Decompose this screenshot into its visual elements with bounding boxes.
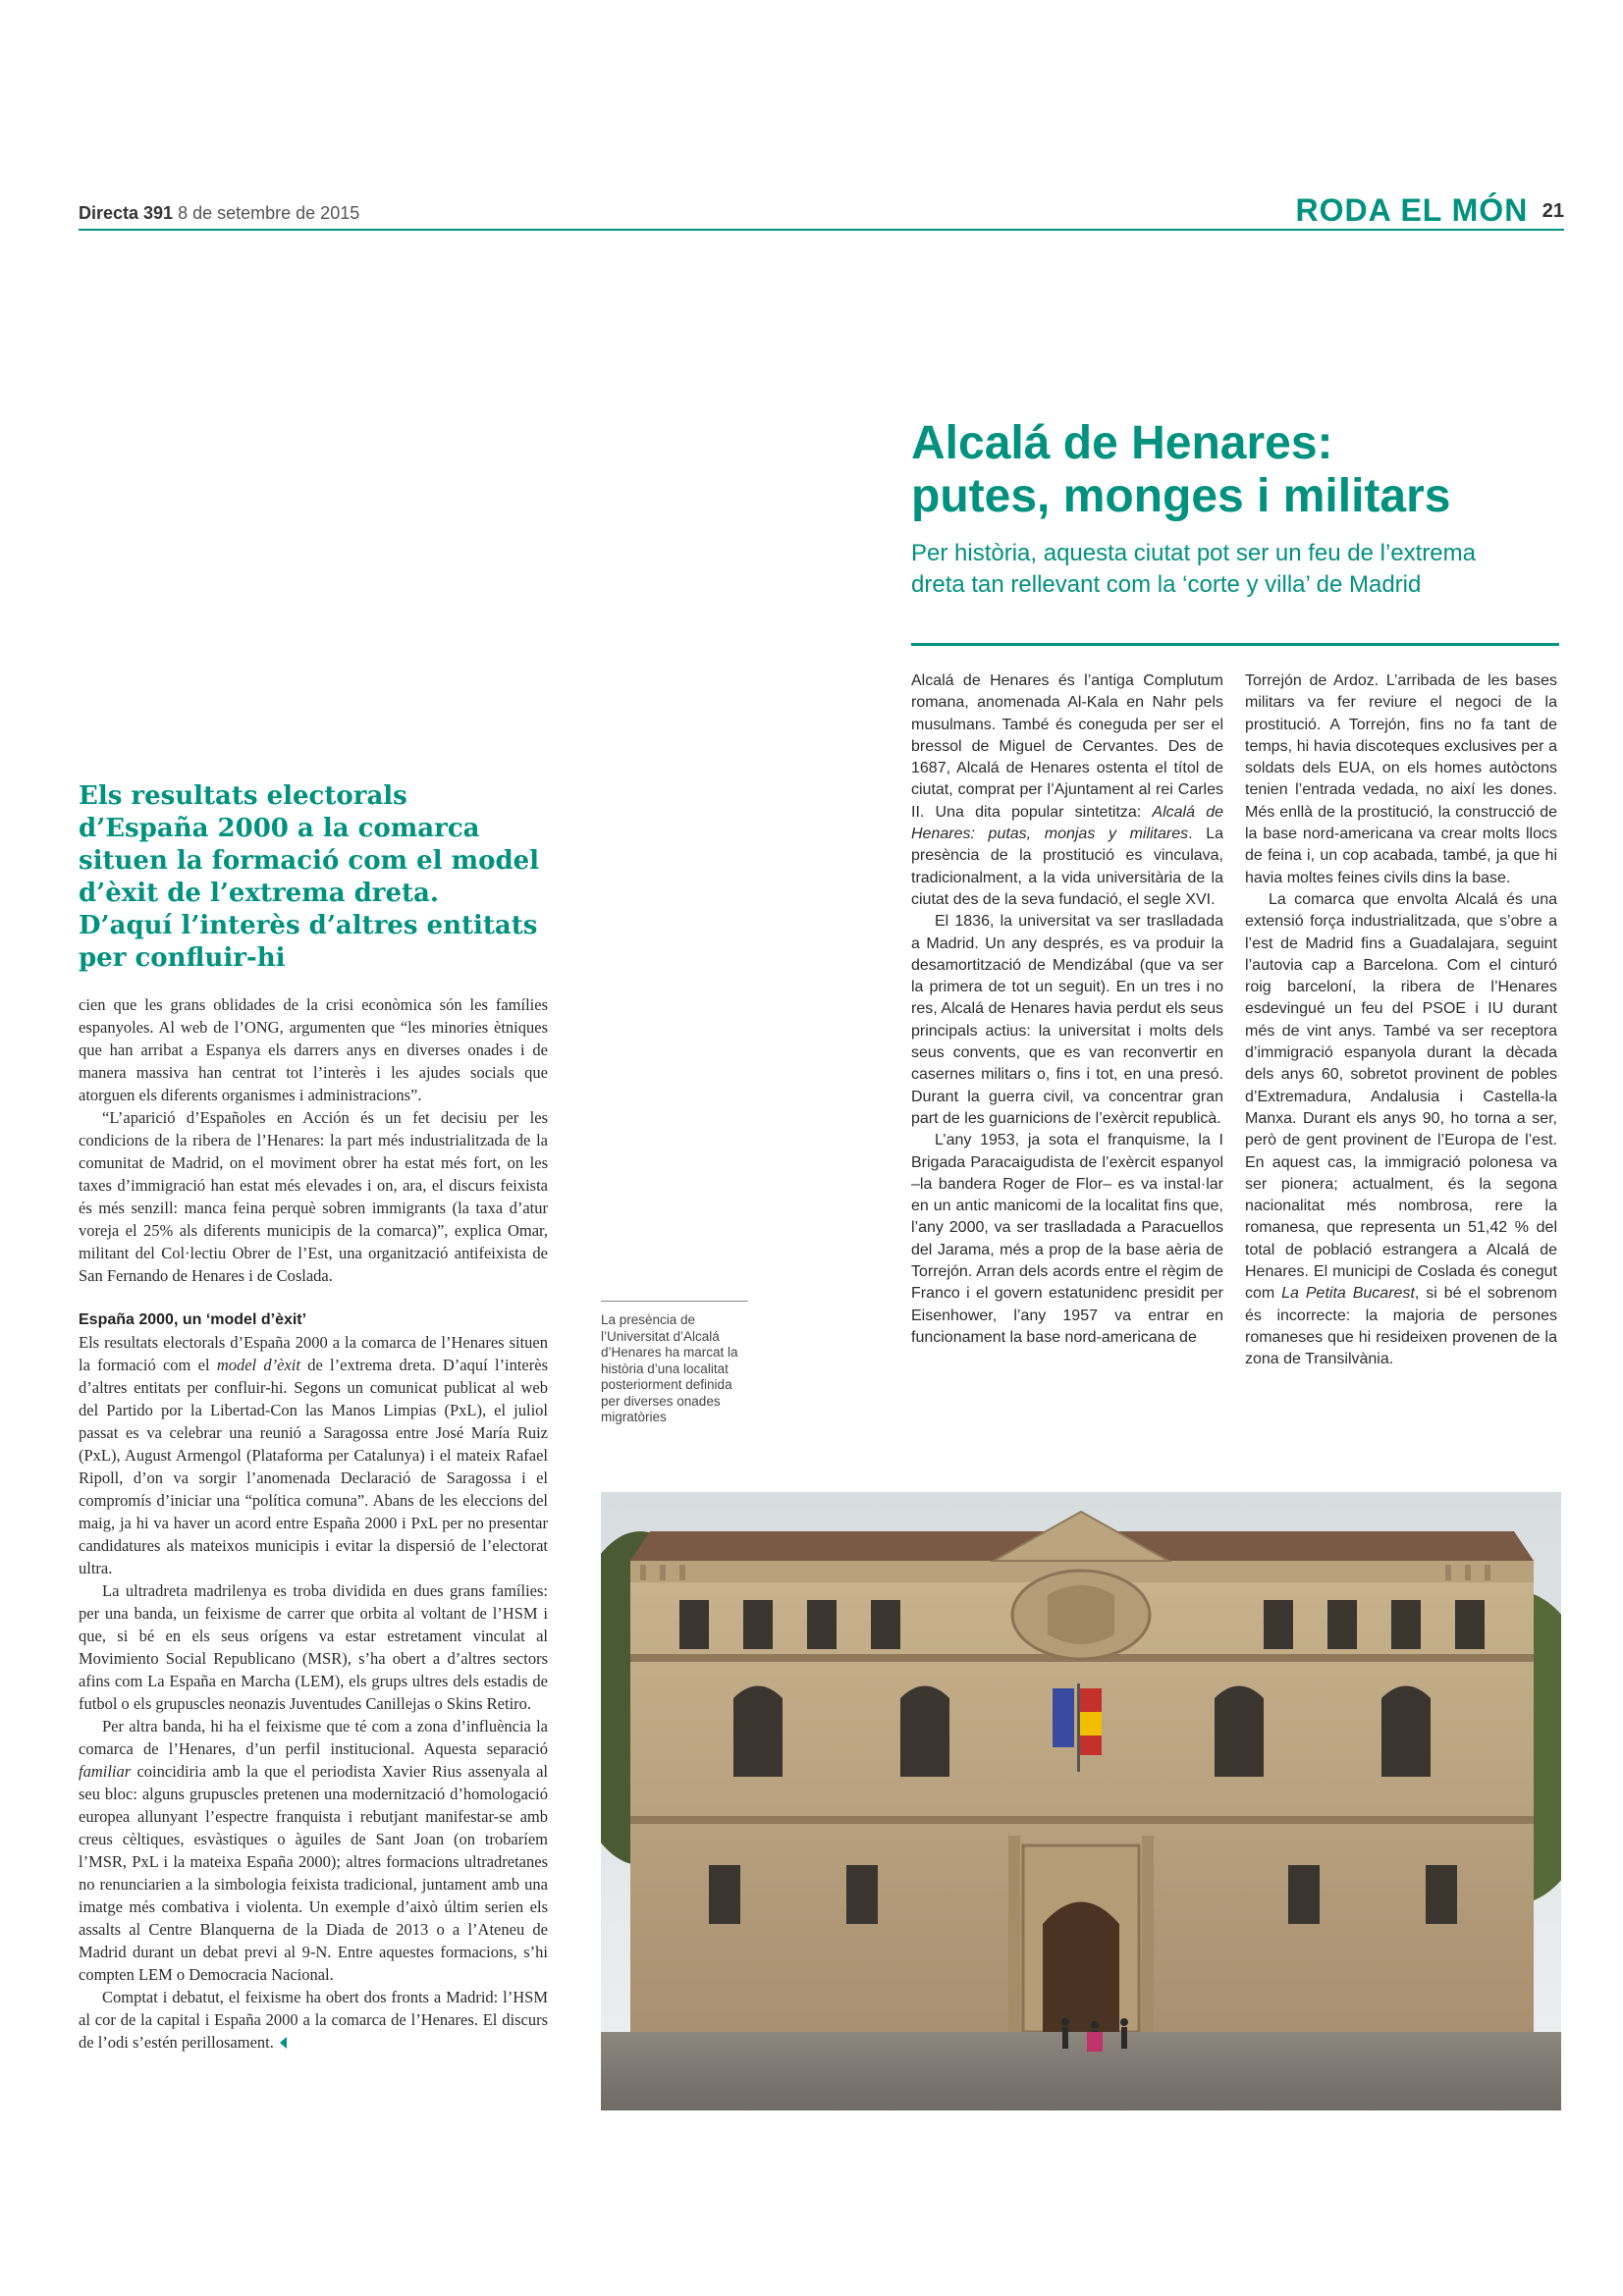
body-paragraph: Comptat i debatut, el feixisme ha obert dos fronts a Madrid: l’HSM al cor de la capital i España 2000 a la comarca de l’Henares. El discurs de l’odi s’estén perillosament. (79, 1988, 548, 2052)
title-divider (911, 643, 1559, 646)
emphasis: model d’èxit (216, 1356, 300, 1374)
body-paragraph: La ultradreta madrilenya es troba dividida en dues grans famílies: per una banda, un feixisme de carrer que orbita al voltant de l’HSM i que, si bé en els seus orígens va estar estretament vinculat al Movimiento Social Republicano (MSR), s’ha obert a d’altres sectors afins com La España en Marcha (LEM), els grups ultres dels estadis de futbol o els grupuscles neonazis Juventudes Canillejas o Skins Retiro. (79, 1581, 548, 1713)
body-paragraph: Per altra banda, hi ha el feixisme que té com a zona d’influència la comarca de l’Henares, d’un perfil institucional. Aquesta separació familiar coincidiria amb la que el periodista Xavier Rius assenyala al seu bloc: alguns grupuscles pretenen una modernització d’homologació europea allunyant l’espectre franquista i rebutjant manifestar-se amb creus cèltiques, esvàstiques o àguiles de Sant Joan (on trobaríem l’MSR, PxL i la mateixa España 2000); altres formacions ultradretanes no renunciarien a la simbologia feixista tradicional, juntament amb una imatge més combativa i violenta. Un exemple d’això últim serien els assalts al Centre Blanquerna de la Diada de 2013 o a l’Ateneu de Madrid durant un debat previ al 9-N. Entre aquestes formacions, s’hi compten LEM o Democracia Nacional. (79, 1717, 548, 1984)
header-divider (79, 229, 1564, 231)
photo-caption: La presència de l’Universitat d’Alcalá d’Henares ha marcat la història d’una localitat posteriorment definida per diverses onades migratòries (601, 1312, 738, 1424)
section-header (1296, 192, 1564, 229)
body-paragraph: Els resultats electorals d’España 2000 a la comarca de l’Henares situen la formació com el model d’èxit de l’extrema dreta. D’aquí l’interès d’altres entitats per confluir-hi. Segons un comunicat publicat al web del Partido por la Libertad-Con las Manos Limpias (PxL), el juliol passat es va celebrar una reunió a Saragossa entre José María Ruiz (PxL), August Armengol (Plataforma per Catalunya) i el mateix Rafael Ripoll, d’on va sorgir l’anomenada Declaració de Saragossa i el compromís d’iniciar una “política comuna”. Abans de les eleccions del maig, ja hi va haver un acord entre España 2000 i PxL per no presentar candidatures als mateixos municipis i evitar la dispersió de l’electorat ultra. (79, 1333, 548, 1577)
page-number: 21 (1542, 200, 1564, 222)
middle-column (911, 670, 1223, 1349)
emphasis: La Petita Bucarest (1281, 1285, 1415, 1303)
section-name: RODA EL MÓN (1295, 192, 1529, 228)
body-paragraph: L’any 1953, ja sota el franquisme, la I Brigada Paracaigudista de l’exèrcit espanyol –la bandera Roger de Flor– es va instal·lar en un antic manicomi de la localitat fins que, l’any 2000, va ser traslladada a Paracuellos del Jarama, més a prop de la base aèria de Torrejón. Arran dels acords entre el règim de Franco i el govern estatunidenc presidit per Eisenhower, l’any 1957 va entrar en funcionament la base nord-americana de (911, 1132, 1223, 1346)
body-paragraph: Torrejón de Ardoz. L’arribada de les bases militars va fer reviure el negoci de la prostitució. A Torrejón, fins no fa tant de temps, hi havia discoteques exclusives per a soldats dels EUA, on els homes autòctons tenien l’entrada vedada, no així les dones. Més enllà de la prostitució, la construcció de la base nord-americana va crear molts llocs de feina i, un cop acabada, també, ja que hi havia moltes feines civils dins la base. (1245, 672, 1557, 886)
headline (911, 417, 1579, 523)
body-paragraph: cien que les grans oblidades de la crisi econòmica són les famílies espanyoles. Al web de l’ONG, argumenten que “les minories ètniques que han arribat a Espanya els darrers anys en diverses onades i de manera massiva han centrat tot l’interès i les ajudes socials que atorguen els diferents organismes i administracions”. (79, 995, 548, 1104)
body-paragraph: La comarca que envolta Alcalá és una extensió força industrialitzada, que s’obre a l’est de Madrid fins a Guadalajara, seguint l’autovia cap a Barcelona. Com el cinturó roig barceloní, la ribera de l’Henares esdevingué un feu del PSOE i IU durant més de vint anys. També va ser receptora d’immigració espanyola durant la dècada dels anys 60, sobretot provinent de pobles d’Extremadura, Andalusia i Castella-la Manxa. Durant els anys 90, ho torna a ser, però de gent provinent de l’Europa de l’est. En aquest cas, la immigració polonesa va ser pionera; actualment, és la segona nacionalitat més nombrosa, rere la romanesa, que representa un 51,42 % del total de població estrangera a Alcalá de Henares. El municipi de Coslada és conegut com La Petita Bucarest, si bé el sobrenom és incorrecte: la majoria de persones romaneses que hi resideixen provenen de la zona de Transilvània. (1245, 890, 1557, 1368)
standfirst-line-2: dreta tan rellevant com la ‘corte y villa’ de Madrid (911, 571, 1422, 598)
standfirst-line-1: Per història, aquesta ciutat pot ser un feu de l’extrema (911, 540, 1476, 566)
publication-info (79, 203, 359, 224)
right-column (1245, 670, 1557, 1371)
body-paragraph: Alcalá de Henares és l’antiga Complutum romana, anomenada Al-Kala en Nahr pels musulmans. També és coneguda per ser el bressol de Miguel de Cervantes. Des de 1687, Alcalá de Henares ostenta el títol de ciutat, comprat per l’Ajuntament al rei Carles II. Una dita popular sintetitza: Alcalá de Henares: putas, monjas y militares. La presència de la prostitució es vinculava, tradicionalment, a la vida universitària de la ciutat des de la seva fundació, el segle XVI. (911, 672, 1224, 908)
body-paragraph: El 1836, la universitat va ser traslladada a Madrid. Un any després, es va produir la desamortització de Mendizábal (que va ser la primera de tot un seguit). En un tres i no res, Alcalá de Henares havia perdut els seus principals actius: la universitat i molts dels seus convents, que es van reconvertir en casernes militars o, fins i tot, en una presó. Durant la guerra civil, va concentrar gran part de les guarnicions de l’exèrcit republicà. (911, 913, 1223, 1127)
emphasis: familiar (79, 1762, 132, 1781)
publication-name: Directa 391 (79, 203, 174, 223)
caption-divider (601, 1301, 748, 1302)
headline-line-1: Alcalá de Henares: (911, 417, 1333, 469)
university-facade-photo (601, 1492, 1561, 2110)
standfirst (911, 538, 1540, 601)
headline-line-2: putes, monges i militars (911, 470, 1451, 522)
subheading: España 2000, un ‘model d’èxit’ (79, 1311, 307, 1328)
body-paragraph: “L’aparició d’Españoles en Acción és un fet decisiu per les condicions de la ribera de l’Henares: la part més industrialitzada de la comunitat de Madrid, on el moviment obrer ha estat més fort, on les taxes d’immigració han estat més elevades i on, ara, el discurs feixista és més senzill: manca feina perquè sobren immigrants (la taxa d’atur voreja el 25% als diferents municipis de la comarca)”, explica Omar, militant del Col·lectiu Obrer de l’Est, una organització antifeixista de San Fernando de Henares i de Coslada. (79, 1108, 548, 1285)
emphasis: Alcalá de Henares: putas, monjas y militares (911, 803, 1223, 843)
end-mark-icon (280, 2037, 287, 2049)
left-column (79, 993, 548, 2054)
pull-quote: Els resultats electorals d’España 2000 a la comarca situen la formació com el model d’èxit de l’extrema dreta. D’aquí l’interès d’altres entitats per confluir-hi (79, 781, 540, 973)
publication-date: 8 de setembre de 2015 (178, 203, 360, 223)
